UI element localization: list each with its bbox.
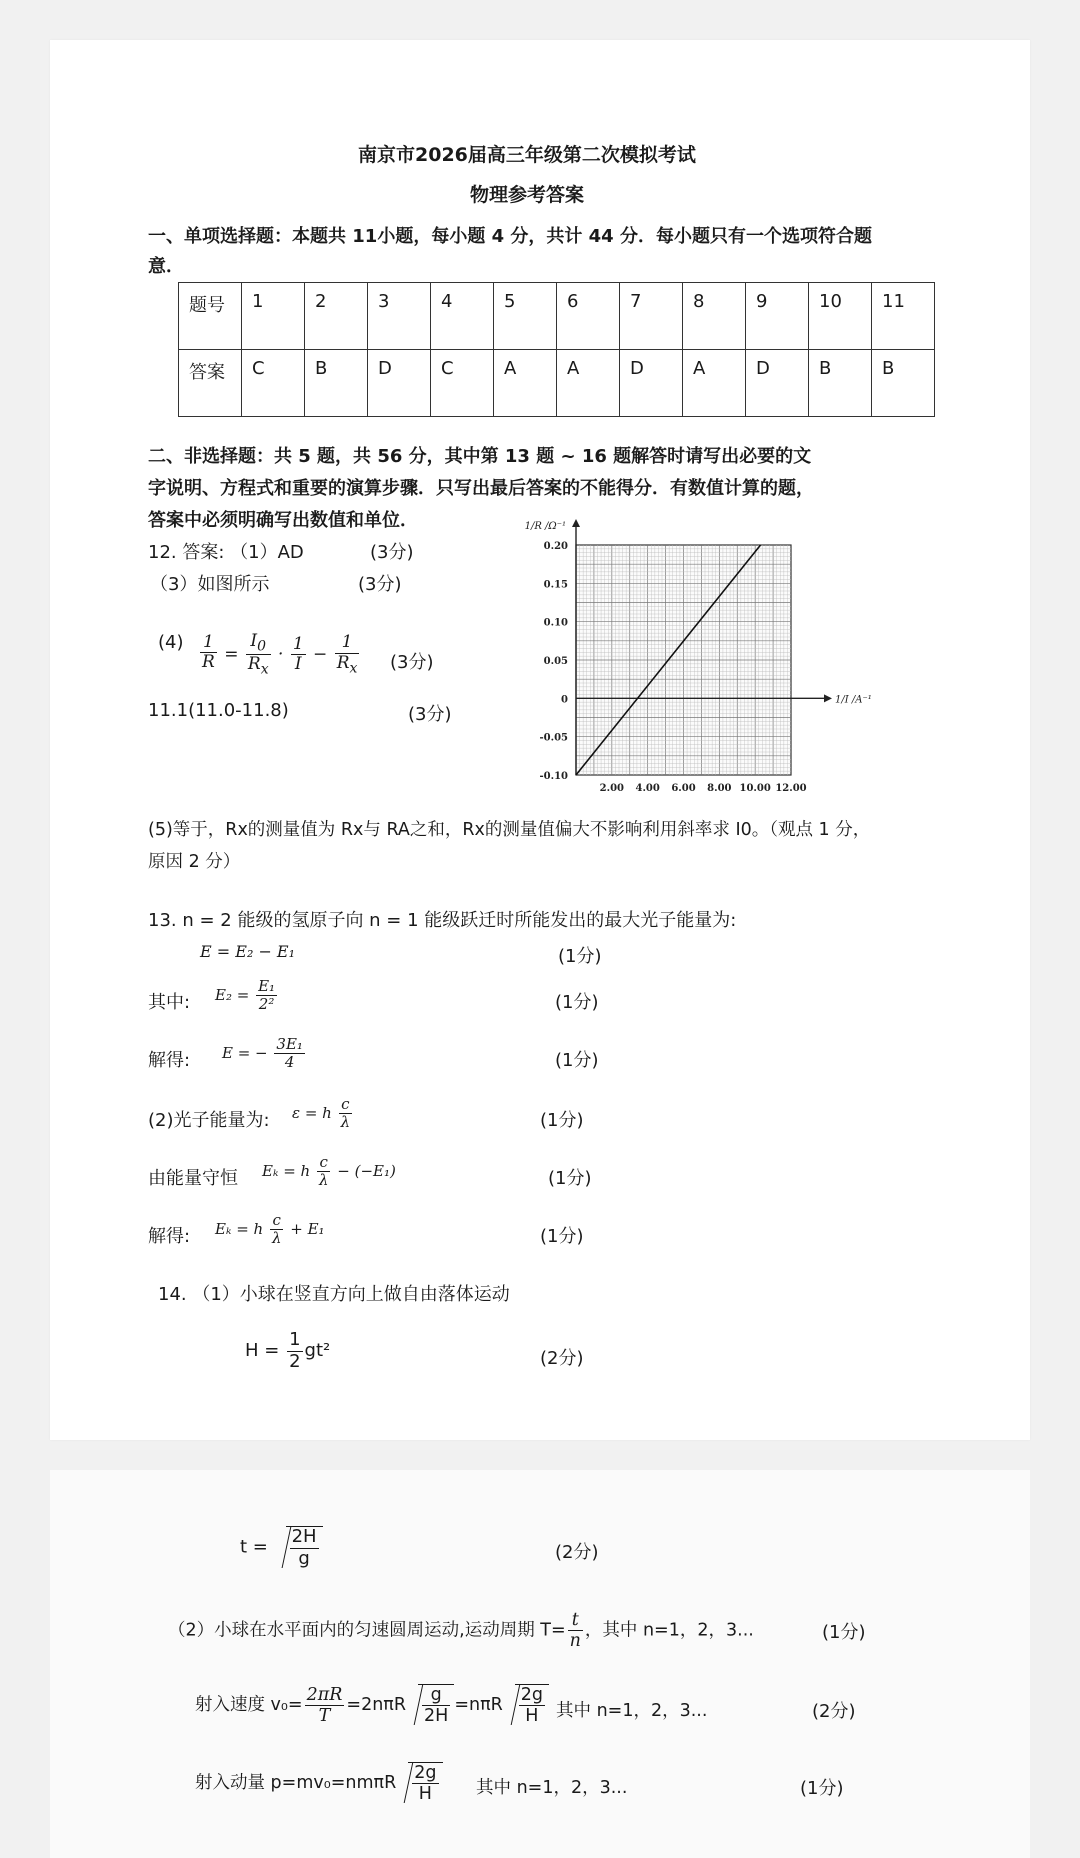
part2-text: （2）小球在水平面内的匀速圆周运动,运动周期 T=: [168, 1620, 566, 1641]
q14-eqt-score: (2分): [555, 1542, 599, 1563]
frac-den: H: [418, 1784, 432, 1805]
table-cell: A: [494, 350, 557, 417]
eq-lhs: H =: [245, 1340, 280, 1362]
section1-heading-cont: 意．: [148, 256, 184, 277]
y-tick-label: 0.20: [543, 541, 568, 552]
p-prefix: 射入动量 p=mv₀=nmπR: [195, 1773, 397, 1794]
frac-num: E₁: [258, 977, 276, 995]
frac-den: 2H: [424, 1706, 449, 1727]
y-axis-arrow: [572, 519, 580, 527]
q14-intro: 14. （1）小球在竖直方向上做自由落体运动: [158, 1284, 510, 1305]
x-tick-label: 2.00: [599, 783, 625, 794]
eq-lhs: Eₖ = h: [215, 1219, 264, 1238]
table-cell: 9: [746, 283, 809, 350]
frac-den: λ: [318, 1171, 329, 1190]
part2-tail: ，其中 n=1，2，3...: [584, 1620, 754, 1641]
q12-answer-5: (5)等于，Rx的测量值为 Rx与 RA之和，Rx的测量值偏大不影响利用斜率求 I0。（观点 1 分，: [148, 820, 871, 840]
table-cell: 3: [368, 283, 431, 350]
eq-lhs: t =: [240, 1536, 268, 1558]
answer-table: [178, 282, 935, 417]
q14-eqH: [245, 1330, 330, 1372]
q13-eq4: [292, 1096, 354, 1132]
y-tick-label: -0.10: [539, 771, 568, 782]
table-cell: A: [557, 350, 620, 417]
eq-tail: + E₁: [290, 1219, 325, 1238]
y-tick-label: 0.05: [543, 656, 568, 667]
subscript: 0: [257, 638, 267, 655]
frac-num: 1: [200, 633, 217, 654]
frac-den: g: [298, 1547, 310, 1569]
q13-eq1-score: (1分): [558, 946, 602, 967]
table-header-cell: 题号: [179, 283, 242, 350]
frac-num: g: [422, 1685, 450, 1706]
q13-eq6: [215, 1212, 325, 1248]
frac-num: 2g: [414, 1763, 437, 1783]
frac-num: c: [317, 1154, 331, 1172]
table-cell: D: [620, 350, 683, 417]
frac-num: c: [270, 1212, 284, 1230]
y-tick-label: 0.10: [543, 617, 568, 629]
q12-answer-3: （3）如图所示: [150, 574, 270, 595]
q13-eq5-prefix: 由能量守恒: [148, 1168, 238, 1189]
table-cell: B: [872, 350, 935, 417]
page-subtitle: 物理参考答案: [470, 184, 585, 206]
frac-num: c: [339, 1096, 353, 1114]
y-axis-label: 1/R /Ω⁻¹: [524, 521, 566, 532]
frac-num: t: [568, 1610, 583, 1631]
q14-part2-score: (1分): [822, 1622, 866, 1643]
q14-momentum: [195, 1762, 443, 1804]
q13-eq1: E = E₂ − E₁: [200, 942, 296, 961]
q13-eq3-prefix: 解得:: [148, 1050, 191, 1071]
dot-sign: ·: [278, 644, 284, 665]
section2-heading-cont: 答案中必须明确写出数值和单位．: [148, 510, 418, 531]
x-axis-label: 1/I /A⁻¹: [835, 694, 872, 706]
q13-eq4-score: (1分): [540, 1110, 584, 1131]
q12-score-1: (3分): [370, 542, 414, 563]
section1-heading: 一、单项选择题：本题共 11小题，每小题 4 分，共计 44 分．每小题只有一个选项符合题: [148, 226, 872, 247]
q12-answer-5-cont: 原因 2 分）: [148, 852, 241, 872]
y-tick-label: -0.05: [539, 732, 568, 744]
table-cell: 10: [809, 283, 872, 350]
sqrt: [515, 1684, 549, 1726]
sqrt: [418, 1684, 454, 1726]
frac-den: λ: [340, 1113, 351, 1132]
table-cell: C: [431, 350, 494, 417]
eq-tail: gt²: [304, 1340, 331, 1362]
table-cell: 11: [872, 283, 935, 350]
page-title: 南京市2026届高三年级第二次模拟考试: [358, 144, 696, 166]
x-tick-label: 12.00: [775, 783, 807, 794]
frac-den: T: [318, 1705, 331, 1726]
q13-eq4-prefix: (2)光子能量为:: [148, 1110, 270, 1131]
eq-sign: =: [224, 644, 239, 665]
q14-eqH-score: (2分): [540, 1348, 584, 1369]
q13-eq6-score: (1分): [540, 1226, 584, 1247]
frac-den: I: [294, 654, 302, 675]
y-tick-label: 0.15: [543, 579, 568, 591]
table-cell: B: [809, 350, 872, 417]
x-tick-label: 6.00: [671, 783, 696, 794]
table-cell: 6: [557, 283, 620, 350]
q12-score-4: (3分): [390, 652, 434, 673]
frac-num: 2H: [291, 1526, 317, 1547]
q14-eqt: [240, 1526, 323, 1569]
v-prefix: 射入速度 v₀=: [195, 1695, 303, 1716]
frac-den: H: [525, 1706, 539, 1727]
frac-den: 2²: [258, 995, 275, 1014]
table-cell: 5: [494, 283, 557, 350]
q12-score-3: (3分): [358, 574, 402, 595]
subscript: x: [349, 660, 358, 677]
q13-eq5: [262, 1154, 396, 1190]
answer-table-row-answers: [179, 350, 935, 417]
minus-sign: −: [313, 644, 328, 665]
q13-eq3: [222, 1036, 307, 1072]
frac-num: I: [250, 631, 258, 651]
table-cell: C: [242, 350, 305, 417]
q14-velocity: [195, 1684, 549, 1726]
q14-velocity-score: (2分): [812, 1701, 856, 1722]
q13-eq2: [215, 978, 279, 1014]
q13-eq5-score: (1分): [548, 1168, 592, 1189]
q13-eq3-score: (1分): [555, 1050, 599, 1071]
table-header-cell: 答案: [179, 350, 242, 417]
sqrt: [286, 1526, 323, 1569]
frac-num: 1: [292, 633, 304, 654]
frac-num: 1: [289, 1329, 301, 1350]
frac-den: 4: [284, 1053, 295, 1072]
eq-tail: − (−E₁): [337, 1161, 396, 1180]
eq-lhs: ε = h: [292, 1103, 332, 1122]
q12-answer-1: 12. 答案: （1）AD: [148, 542, 304, 563]
frac-num: 2πR: [306, 1684, 343, 1705]
eq-lhs: E₂ =: [215, 985, 250, 1004]
frac-den: R: [336, 653, 350, 674]
frac-den: R: [247, 654, 261, 675]
section2-heading: 二、非选择题：共 5 题，共 56 分，其中第 13 题 ~ 16 题解答时请写出必要的文: [148, 446, 812, 467]
x-axis-arrow: [824, 694, 832, 702]
q13-eq6-prefix: 解得:: [148, 1226, 191, 1247]
eq-lhs: Eₖ = h: [262, 1161, 311, 1180]
section2-heading-cont: 字说明、方程式和重要的演算步骤．只写出最后答案的不能得分．有数值计算的题，: [148, 478, 814, 499]
frac-num: 1: [335, 633, 360, 654]
table-cell: 4: [431, 283, 494, 350]
table-cell: 7: [620, 283, 683, 350]
table-cell: D: [368, 350, 431, 417]
frac-den: 2: [289, 1350, 301, 1372]
subscript: x: [260, 661, 269, 678]
q13-eq2-prefix: 其中:: [148, 992, 191, 1013]
frac-num: 3E₁: [276, 1035, 303, 1053]
y-tick-label: 0: [561, 694, 568, 706]
frac-num: 2g: [520, 1685, 544, 1705]
x-tick-label: 8.00: [707, 783, 732, 794]
q14-momentum-score: (1分): [800, 1778, 844, 1799]
q13-eq2-score: (1分): [555, 992, 599, 1013]
v-mid: =2nπR: [346, 1695, 407, 1716]
eq-lhs: E = −: [222, 1043, 268, 1062]
q12-value-score: (3分): [408, 704, 452, 725]
answer-table-row-numbers: [179, 283, 935, 350]
x-tick-label: 4.00: [635, 783, 660, 794]
q14-part2: [168, 1610, 754, 1651]
table-cell: A: [683, 350, 746, 417]
q13-intro: 13. n = 2 能级的氢原子向 n = 1 能级跃迁时所能发出的最大光子能量为:: [148, 910, 737, 931]
sqrt: [408, 1762, 442, 1804]
frac-den: R: [202, 652, 215, 673]
v-mid2: =nπR: [454, 1695, 503, 1716]
table-cell: 8: [683, 283, 746, 350]
q14-velocity-tail: 其中 n=1，2，3...: [556, 1701, 708, 1721]
graph-chart: [520, 515, 890, 805]
frac-den: n: [569, 1631, 581, 1652]
q14-momentum-tail: 其中 n=1，2，3...: [476, 1778, 628, 1798]
table-cell: B: [305, 350, 368, 417]
q12-formula: [198, 632, 361, 678]
table-cell: D: [746, 350, 809, 417]
frac-den: λ: [271, 1229, 282, 1248]
table-cell: 1: [242, 283, 305, 350]
x-tick-label: 10.00: [739, 783, 771, 794]
q12-answer-4: (4): [158, 632, 184, 653]
table-cell: 2: [305, 283, 368, 350]
q12-value: 11.1(11.0-11.8): [148, 700, 289, 721]
